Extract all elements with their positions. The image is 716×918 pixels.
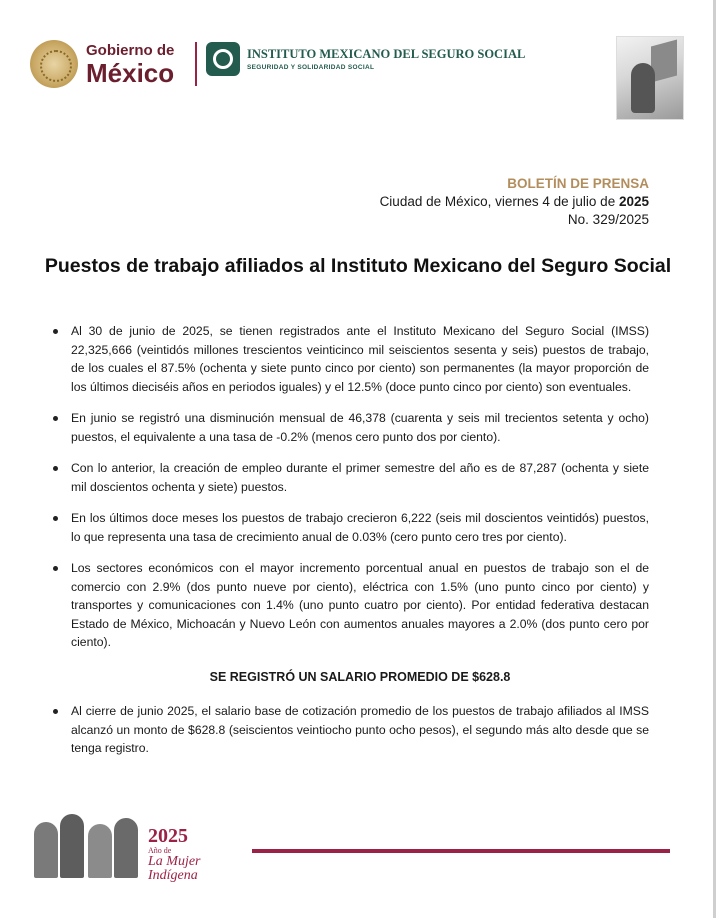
bullet-item: Con lo anterior, la creación de empleo durante el primer semestre del año es de 87,287 (ochenta y siete mil doscientos ochenta y siete) puestos. xyxy=(53,459,649,496)
national-seal-icon xyxy=(30,40,78,88)
heroine-flag-emblem-icon xyxy=(616,36,684,120)
bullet-item: Al cierre de junio 2025, el salario base de cotización promedio de los puestos de trabajo afiliados al IMSS alcanzó un monto de $628.8 (seiscientos veintiocho punto ocho pesos), el segundo más alto desde que se tenga registro. xyxy=(53,702,649,758)
imss-tagline: SEGURIDAD Y SOLIDARIDAD SOCIAL xyxy=(247,64,375,71)
bullet-icon xyxy=(53,709,58,714)
bullet-item: Al 30 de junio de 2025, se tienen registrados ante el Instituto Mexicano del Seguro Social (IMSS) 22,325,666 (veintidós millones trescientos veinticinco mil seiscientos sesenta y seis) puestos de trabajo, de los cuales el 87.5% (ochenta y siete punto cinco por ciento) son permanentes (la mayor proporción de los últimos dieciséis años en periodos iguales) y el 12.5% (doce punto cinco por ciento) son eventuales. xyxy=(53,322,649,396)
footer-rule xyxy=(252,849,670,853)
section-subtitle: SE REGISTRÓ UN SALARIO PROMEDIO DE $628.8 xyxy=(209,669,511,684)
bullet-icon xyxy=(53,416,58,421)
imss-logo xyxy=(206,42,525,76)
gob-line1: Gobierno de xyxy=(86,41,175,59)
gob-line2: México xyxy=(86,57,175,88)
year-of-indigenous-woman-logo: 2025 Año de La Mujer Indígena xyxy=(148,825,201,883)
page-title: Puestos de trabajo afiliados al Instituto Mexicano del Seguro Social xyxy=(44,255,672,277)
body-content xyxy=(53,322,649,771)
release-number: No. 329/2025 xyxy=(567,212,649,227)
bullet-icon xyxy=(53,466,58,471)
gobierno-logo xyxy=(30,40,174,88)
bullet-item: En los últimos doce meses los puestos de trabajo crecieron 6,222 (seis mil doscientos veintidós) puestos, lo que representa una tasa de crecimiento anual de 0.03% (cero punto cero tres por ciento). xyxy=(53,509,649,546)
bullet-item: Los sectores económicos con el mayor incremento porcentual anual en puestos de trabajo son el de comercio con 2.9% (dos punto nueve por ciento), eléctrica con 1.5% (uno punto cinco por ciento) y transportes y comunicaciones con 1.4% (uno punto cuatro por ciento). Por entidad federativa destacan Estado de México, Michoacán y Nuevo León con aumentos anuales mayores a 2.0% (dos punto cero por ciento). xyxy=(53,559,649,652)
boletin-label: BOLETÍN DE PRENSA xyxy=(507,176,649,191)
logo-divider xyxy=(195,42,197,86)
press-release-heading xyxy=(380,175,649,229)
bullet-icon xyxy=(53,566,58,571)
imss-emblem-icon xyxy=(206,42,240,76)
bullet-icon xyxy=(53,516,58,521)
release-date: Ciudad de México, viernes 4 de julio de 2025 xyxy=(379,194,649,209)
bullet-icon xyxy=(53,329,58,334)
imss-name: INSTITUTO MEXICANO DEL SEGURO SOCIAL xyxy=(247,47,526,61)
footer xyxy=(34,806,674,886)
bullet-item: En junio se registró una disminución mensual de 46,378 (cuarenta y seis mil trecientos setenta y ocho) puestos, el equivalente a una tasa de -0.2% (menos cero punto dos por ciento). xyxy=(53,409,649,446)
header xyxy=(30,36,690,118)
indigenous-women-illustration-icon xyxy=(34,806,142,878)
